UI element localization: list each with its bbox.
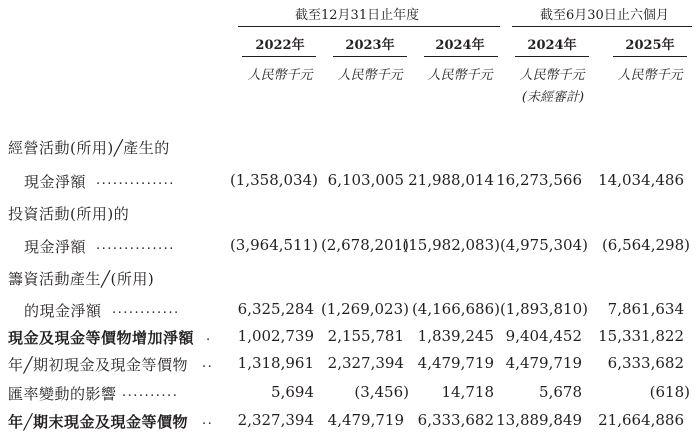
row-financing-label-line1: 籌資活動產生╱(所用) xyxy=(8,270,155,288)
row-closing-cash-value-2022: 2,327,394 xyxy=(237,411,314,429)
row-fx-effect-value-2022: 5,694 xyxy=(271,383,314,401)
year-header-2022: 2022年 xyxy=(255,38,305,53)
row-net-increase-label: 現金及現金等價物增加淨額 xyxy=(8,329,195,347)
year-header-2024-annual: 2024年 xyxy=(435,38,485,53)
row-fx-effect-leader-dots: .......... xyxy=(122,385,179,400)
row-operating-value-2024-annual: 21,988,014 xyxy=(408,171,494,189)
unaudited-note: (未經審計) xyxy=(521,90,585,105)
row-opening-cash-value-2025: 6,333,682 xyxy=(607,354,684,372)
row-financing-value-2022: 6,325,284 xyxy=(237,300,314,318)
row-investing-leader-dots: .............. xyxy=(96,238,175,253)
row-closing-cash-label: 年╱期末現金及現金等價物 xyxy=(8,413,189,431)
unit-2022: 人民幣千元 xyxy=(247,68,313,83)
row-net-increase-value-2022: 1,002,739 xyxy=(237,327,314,345)
row-opening-cash-label: 年╱期初現金及現金等價物 xyxy=(8,356,189,374)
row-opening-cash-value-2023: 2,327,394 xyxy=(327,354,404,372)
row-operating-value-2022: (1,358,034) xyxy=(229,171,318,189)
header-group-interim: 截至6月30日止六個月 xyxy=(540,8,669,23)
row-opening-cash-value-2024-annual: 4,479,719 xyxy=(417,354,494,372)
unit-2024-interim: 人民幣千元 xyxy=(519,68,585,83)
unit-2023: 人民幣千元 xyxy=(337,68,403,83)
header-group-interim-rule xyxy=(512,26,692,27)
row-closing-cash-value-2023: 4,479,719 xyxy=(327,411,404,429)
row-financing-value-2025: 7,861,634 xyxy=(607,300,684,318)
unit-2024-annual: 人民幣千元 xyxy=(427,68,493,83)
year-rule-2024-interim xyxy=(515,56,589,57)
row-fx-effect-label: 匯率變動的影響 xyxy=(8,385,117,403)
row-operating-leader-dots: .............. xyxy=(96,173,175,188)
row-operating-label-line2: 現金淨額 xyxy=(24,173,87,191)
row-fx-effect-value-2024-annual: 14,718 xyxy=(441,383,494,401)
header-group-annual-rule xyxy=(238,26,500,27)
row-fx-effect-value-2025: (618) xyxy=(649,383,690,401)
header-group-annual: 截至12月31日止年度 xyxy=(295,8,420,23)
row-operating-value-2024-interim: 16,273,566 xyxy=(496,171,582,189)
row-closing-cash-value-2025: 21,664,886 xyxy=(598,411,684,429)
row-net-increase-value-2024-annual: 1,839,245 xyxy=(417,327,494,345)
row-fx-effect-value-2024-interim: 5,678 xyxy=(539,383,582,401)
row-investing-value-2022: (3,964,511) xyxy=(229,236,318,254)
row-investing-label-line2: 現金淨額 xyxy=(24,238,87,256)
year-rule-2022 xyxy=(242,56,316,57)
row-investing-label-line1: 投資活動(所用)的 xyxy=(8,205,130,223)
unit-2025: 人民幣千元 xyxy=(617,68,683,83)
row-closing-cash-value-2024-annual: 6,333,682 xyxy=(417,411,494,429)
row-financing-value-2024-interim: (1,893,810) xyxy=(499,300,588,318)
row-net-increase-value-2025: 15,331,822 xyxy=(598,327,684,345)
year-header-2023: 2023年 xyxy=(345,38,395,53)
year-rule-2024-annual xyxy=(424,56,498,57)
row-opening-cash-value-2022: 1,318,961 xyxy=(237,354,314,372)
row-investing-value-2024-interim: (4,975,304) xyxy=(499,236,588,254)
row-closing-cash-leader-dots: .. xyxy=(202,413,214,428)
row-net-increase-value-2024-interim: 9,404,452 xyxy=(505,327,582,345)
row-net-increase-value-2023: 2,155,781 xyxy=(327,327,404,345)
row-net-increase-leader-dots: . xyxy=(206,329,212,344)
row-operating-value-2023: 6,103,005 xyxy=(327,171,404,189)
row-investing-value-2025: (6,564,298) xyxy=(601,236,690,254)
year-header-2024-interim: 2024年 xyxy=(527,38,577,53)
row-opening-cash-value-2024-interim: 4,479,719 xyxy=(505,354,582,372)
year-rule-2025 xyxy=(613,56,687,57)
row-investing-value-2023: (2,678,201) xyxy=(320,236,409,254)
row-financing-value-2023: (1,269,023) xyxy=(320,300,409,318)
row-fx-effect-value-2023: (3,456) xyxy=(354,383,409,401)
year-rule-2023 xyxy=(333,56,407,57)
year-header-2025: 2025年 xyxy=(625,38,675,53)
row-opening-cash-leader-dots: .. xyxy=(202,356,214,371)
row-financing-label-line2: 的現金淨額 xyxy=(24,302,102,320)
row-operating-value-2025: 14,034,486 xyxy=(598,171,684,189)
row-financing-value-2024-annual: (4,166,686) xyxy=(411,300,500,318)
row-closing-cash-value-2024-interim: 13,889,849 xyxy=(496,411,582,429)
row-investing-value-2024-annual: (15,982,083) xyxy=(402,236,500,254)
row-financing-leader-dots: ............ xyxy=(112,302,180,317)
row-operating-label-line1: 經營活動(所用)╱產生的 xyxy=(8,139,170,157)
